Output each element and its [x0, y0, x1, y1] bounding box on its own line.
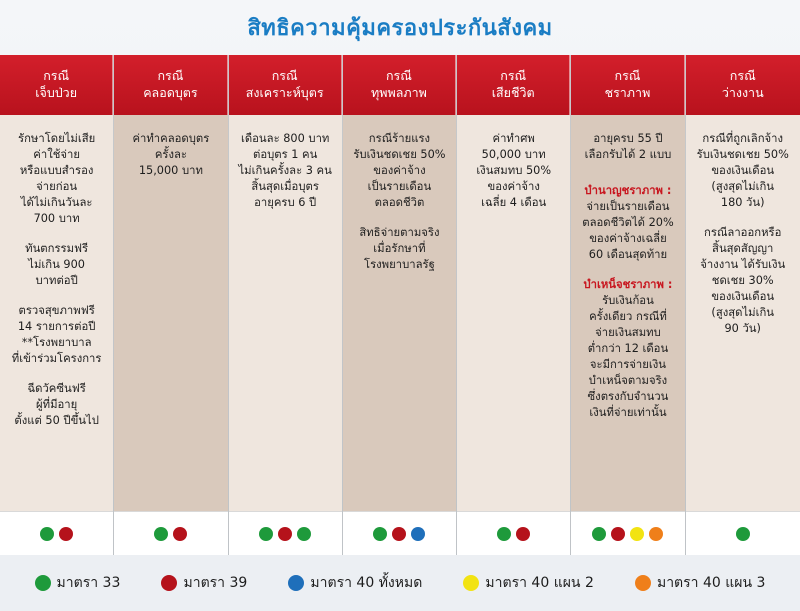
coverage-column — [571, 55, 685, 555]
column-header-line2: สงเคราะห์บุตร — [245, 85, 324, 100]
benefit-text: กรณีร้ายแรง รับเงินชดเชย 50% ของค่าจ้าง เป็นรายเดือน ตลอดชีวิต — [353, 132, 446, 210]
legend-item — [288, 572, 422, 594]
red-dot-icon — [173, 527, 187, 541]
column-header-line2: ชราภาพ — [604, 85, 651, 100]
green-dot-icon — [259, 527, 273, 541]
benefit-text: รักษาโดยไม่เสีย ค่าใช้จ่าย หรือแบบสำรอง จ่ายก่อน ได้ไม่เกินวันละ 700 บาท — [18, 132, 96, 226]
legend-label: มาตรา 33 — [56, 575, 121, 591]
eligibility-dots — [571, 511, 684, 555]
yellow-dot-icon — [463, 575, 479, 591]
red-dot-icon — [516, 527, 530, 541]
benefit-text: ค่าทำคลอดบุตร ครั้งละ 15,000 บาท — [132, 132, 210, 178]
benefit-text: ค่าทำศพ 50,000 บาท เงินสมทบ 50% ของค่าจ้าง เฉลี่ย 4 เดือน — [476, 132, 552, 210]
title-bar — [0, 0, 800, 55]
column-header-line1: กรณี — [500, 68, 527, 84]
eligibility-dots — [686, 511, 800, 555]
column-header — [343, 55, 456, 115]
benefit-text: ทันตกรรมฟรี ไม่เกิน 900 บาทต่อปี — [25, 242, 89, 288]
column-body — [686, 115, 800, 511]
legend-label: มาตรา 40 ทั้งหมด — [310, 575, 423, 591]
red-dot-icon — [161, 575, 177, 591]
column-header-line2: ว่างงาน — [721, 85, 764, 100]
benefit-text: เดือนละ 800 บาท ต่อบุตร 1 คน ไม่เกินครั้งละ 3 คน สิ้นสุดเมื่อบุตร อายุครบ 6 ปี — [238, 132, 332, 210]
legend-item — [635, 572, 765, 594]
coverage-column — [686, 55, 800, 555]
green-dot-icon — [373, 527, 387, 541]
red-dot-icon — [278, 527, 292, 541]
coverage-table — [0, 55, 800, 555]
benefit-text: กรณีที่ถูกเลิกจ้าง รับเงินชดเชย 50% ของเงินเดือน (สูงสุดไม่เกิน 180 วัน) — [696, 132, 789, 210]
legend-label: มาตรา 40 แผน 2 — [485, 575, 594, 591]
coverage-column — [229, 55, 343, 555]
section-text: จ่ายเป็นรายเดือน ตลอดชีวิตได้ 20% ของค่าจ้างเฉลี่ย 60 เดือนสุดท้าย — [582, 200, 674, 262]
red-dot-icon — [59, 527, 73, 541]
green-dot-icon — [736, 527, 750, 541]
legend-item — [35, 572, 121, 594]
green-dot-icon — [40, 527, 54, 541]
column-header — [457, 55, 570, 115]
eligibility-dots — [0, 511, 113, 555]
column-header — [0, 55, 113, 115]
benefit-section — [577, 277, 678, 421]
benefit-text: อายุครบ 55 ปี เลือกรับได้ 2 แบบ — [584, 132, 672, 162]
orange-dot-icon — [635, 575, 651, 591]
column-header-line1: กรณี — [157, 68, 184, 84]
coverage-column — [114, 55, 228, 555]
coverage-column — [457, 55, 571, 555]
column-header-line1: กรณี — [614, 68, 641, 84]
column-body — [229, 115, 342, 511]
green-dot-icon — [497, 527, 511, 541]
column-body — [114, 115, 227, 511]
red-dot-icon — [392, 527, 406, 541]
column-header-line1: กรณี — [385, 68, 412, 84]
legend-item — [161, 572, 247, 594]
column-body — [343, 115, 456, 511]
blue-dot-icon — [288, 575, 304, 591]
column-header-line2: เสียชีวิต — [491, 85, 535, 100]
benefit-text: กรณีลาออกหรือ สิ้นสุดสัญญา จ้างงาน ได้รับเงิน ชดเชย 30% ของเงินเดือน (สูงสุดไม่เกิน 90 วัน) — [700, 226, 786, 336]
column-header — [571, 55, 684, 115]
benefit-text: สิทธิจ่ายตามจริง เมื่อรักษาที่ โรงพยาบาลรัฐ — [359, 226, 440, 272]
coverage-column — [343, 55, 457, 555]
green-dot-icon — [154, 527, 168, 541]
column-header-line2: คลอดบุตร — [143, 85, 198, 100]
column-header — [229, 55, 342, 115]
column-header-line1: กรณี — [43, 68, 70, 84]
page-title: สิทธิความคุ้มครองประกันสังคม — [247, 16, 553, 41]
column-body — [0, 115, 113, 511]
column-header — [114, 55, 227, 115]
red-dot-icon — [611, 527, 625, 541]
orange-dot-icon — [649, 527, 663, 541]
eligibility-dots — [457, 511, 570, 555]
green-dot-icon — [35, 575, 51, 591]
column-header-line2: เจ็บป่วย — [35, 85, 78, 100]
yellow-dot-icon — [630, 527, 644, 541]
blue-dot-icon — [411, 527, 425, 541]
eligibility-dots — [229, 511, 342, 555]
column-body — [571, 115, 684, 511]
legend-item — [463, 572, 593, 594]
eligibility-dots — [114, 511, 227, 555]
column-header-line1: กรณี — [729, 68, 756, 84]
legend-label: มาตรา 39 — [183, 575, 248, 591]
benefit-text: ตรวจสุขภาพฟรี 14 รายการต่อปี **โรงพยาบาล ที่เข้าร่วมโครงการ — [11, 304, 102, 366]
coverage-column — [0, 55, 114, 555]
section-text: รับเงินก้อน ครั้งเดียว กรณีที่ จ่ายเงินสมทบ ต่ำกว่า 12 เดือน จะมีการจ่ายเงิน บำเหน็จตามจริง ซึ่งตรงกับจำนวน เงินที่จ่ายเท่านั้น — [587, 294, 669, 420]
benefit-section — [577, 183, 678, 263]
green-dot-icon — [297, 527, 311, 541]
column-header-line1: กรณี — [271, 68, 298, 84]
column-header — [686, 55, 800, 115]
column-body — [457, 115, 570, 511]
eligibility-dots — [343, 511, 456, 555]
section-subtitle: บำเหน็จชราภาพ : — [583, 278, 673, 292]
section-subtitle: บำนาญชราภาพ : — [584, 184, 672, 198]
legend-label: มาตรา 40 แผน 3 — [656, 575, 766, 591]
benefit-text: ฉีดวัคซีนฟรี ผู้ที่มีอายุ ตั้งแต่ 50 ปีขึ้นไป — [14, 382, 99, 428]
column-header-line2: ทุพพลภาพ — [370, 85, 427, 100]
green-dot-icon — [592, 527, 606, 541]
legend — [0, 555, 800, 611]
